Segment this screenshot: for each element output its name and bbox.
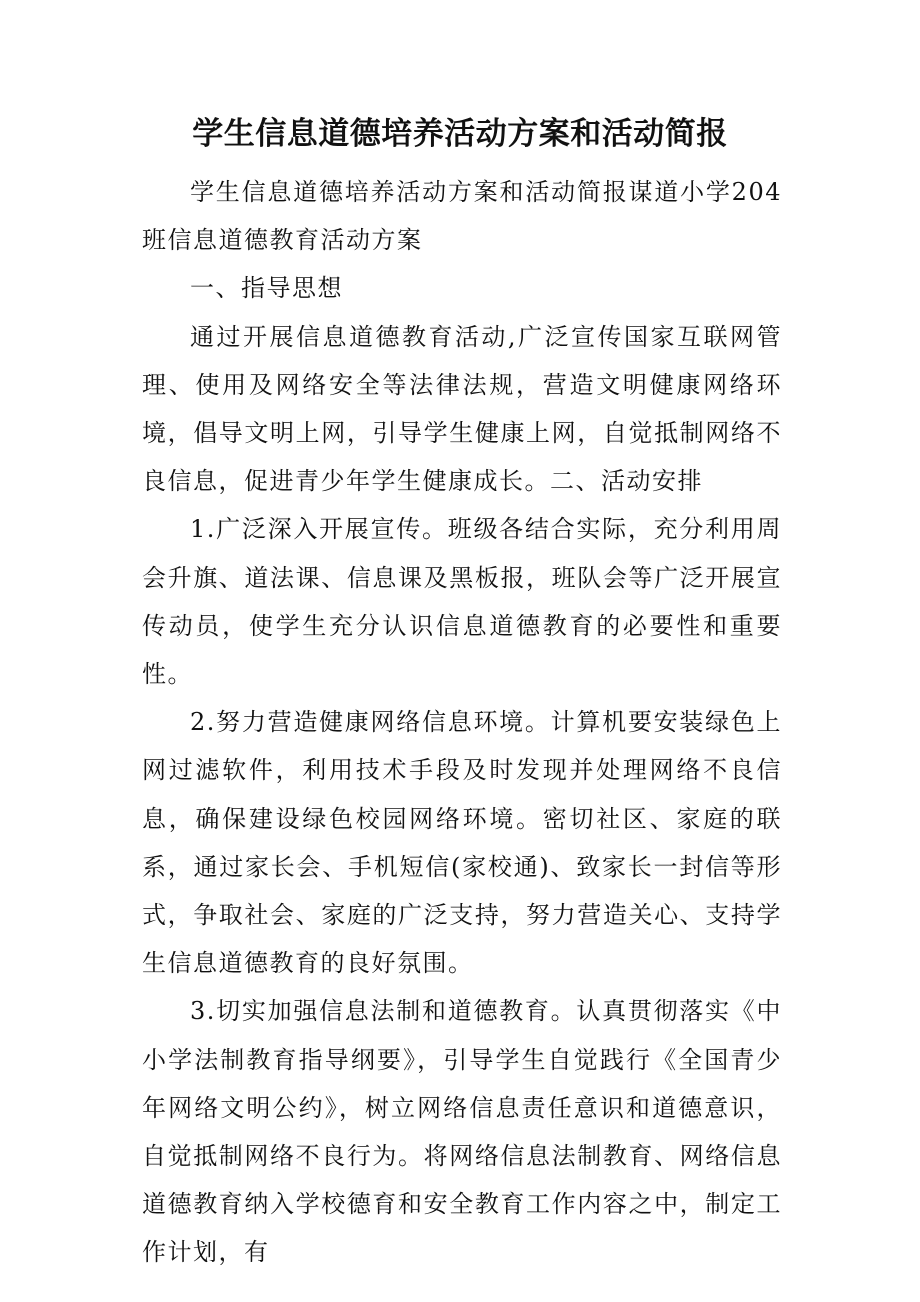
paragraph-item-2: 2.努力营造健康网络信息环境。计算机要安装绿色上网过滤软件，利用技术手段及时发现并处理网络不良信息，确保建设绿色校园网络环境。密切社区、家庭的联系，通过家长会、手机短信(家校通)、致家长一封信等形式，争取社会、家庭的广泛支持，努力营造关心、支持学生信息道德教育的良好氛围。 <box>142 708 782 978</box>
paragraph-heading-guiding-thought: 一、指导思想 <box>190 274 343 303</box>
paragraph-item-3: 3.切实加强信息法制和道德教育。认真贯彻落实《中小学法制教育指导纲要》，引导学生自觉践行《全国青少年网络文明公约》，树立网络信息责任意识和道德意识，自觉抵制网络不良行为。将网络信息法制教育、网络信息道德教育纳入学校德育和安全教育工作内容之中，制定工作计划，有 <box>142 997 782 1267</box>
document-title: 学生信息道德培养活动方案和活动简报 <box>192 116 728 152</box>
paragraph-guiding-thought: 通过开展信息道德教育活动,广泛宣传国家互联网管理、使用及网络安全等法律法规，营造文明健康网络环境，倡导文明上网，引导学生健康上网，自觉抵制网络不良信息，促进青少年学生健康成长。二、活动安排 <box>142 322 782 496</box>
paragraph-item-1: 1.广泛深入开展宣传。班级各结合实际，充分利用周会升旗、道法课、信息课及黑板报，班队会等广泛开展宣传动员，使学生充分认识信息道德教育的必要性和重要性。 <box>142 515 782 689</box>
document-body <box>142 168 782 1277</box>
paragraph-intro: 学生信息道德培养活动方案和活动简报谋道小学204班信息道德教育活动方案 <box>142 178 782 255</box>
